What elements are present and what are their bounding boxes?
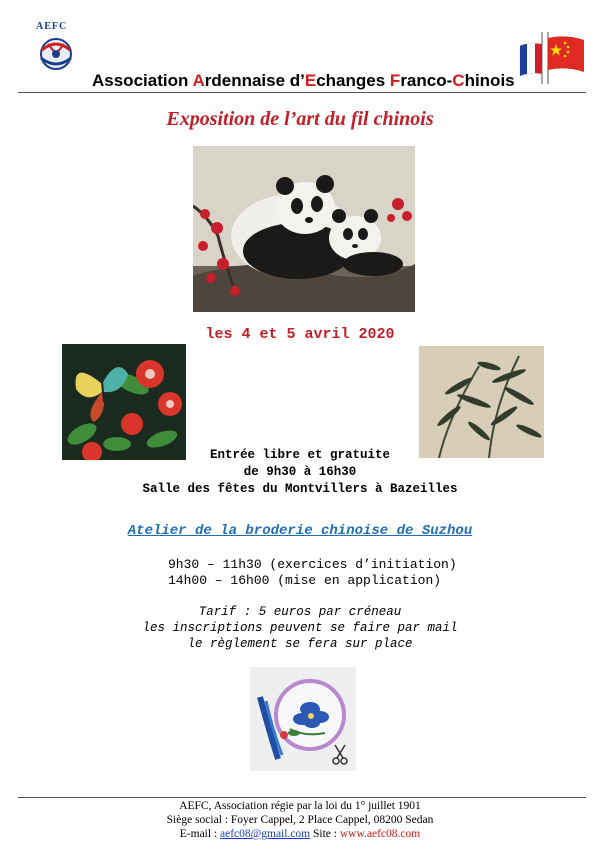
association-name-part: hinois <box>464 71 515 90</box>
info-hours: de 9h30 à 16h30 <box>243 465 357 479</box>
association-name-part: E <box>304 71 317 90</box>
header-divider <box>18 92 586 93</box>
china-flag-icon <box>548 32 584 84</box>
association-name-part: ranco- <box>400 71 453 90</box>
tarif-registration: les inscriptions peuvent se faire par mail <box>142 621 458 635</box>
schedule-morning: 9h30 – 11h30 (exercices d’initiation) <box>168 557 457 572</box>
email-label: E-mail : <box>179 828 221 840</box>
association-name-part: F <box>389 71 401 90</box>
info-location: Salle des fêtes du Montvillers à Bazeilles <box>142 482 458 496</box>
site-label: Site : <box>310 828 340 840</box>
association-name-part: Association <box>92 71 193 90</box>
embroidery-hoop-image <box>250 667 356 771</box>
france-flag-icon <box>520 32 542 84</box>
flags <box>518 28 586 86</box>
exposition-title: Exposition de l’art du fil chinois <box>166 108 434 130</box>
association-name-part: A <box>192 71 205 90</box>
association-name <box>92 71 515 91</box>
pandas-embroidery-image <box>193 146 415 312</box>
bamboo-embroidery-image <box>419 346 544 458</box>
butterfly-flowers-embroidery-image <box>62 344 186 460</box>
footer-legal: AEFC, Association régie par la loi du 1° juillet 1901 <box>179 800 421 812</box>
schedule-afternoon: 14h00 – 16h00 (mise en application) <box>168 573 442 588</box>
footer-address: Siège social : Foyer Cappel, 2 Place Cappel, 08200 Sedan <box>166 814 434 826</box>
site-link[interactable]: www.aefc08.com <box>339 828 421 840</box>
association-name-part: C <box>452 71 465 90</box>
email-link[interactable]: aefc08@gmail.com <box>220 828 311 840</box>
atelier-title: Atelier de la broderie chinoise de Suzhou <box>127 523 473 539</box>
event-dates: les 4 et 5 avril 2020 <box>205 326 395 343</box>
footer-divider <box>18 797 586 798</box>
logo-text: AEFC <box>36 21 68 32</box>
tarif-payment: le règlement se fera sur place <box>187 637 413 651</box>
tarif-price: Tarif : 5 euros par créneau <box>198 605 402 619</box>
info-entry: Entrée libre et gratuite <box>209 448 391 462</box>
footer-contact <box>0 828 600 840</box>
association-name-part: rdennaise d’ <box>204 71 305 90</box>
association-name-part: changes <box>316 71 390 90</box>
